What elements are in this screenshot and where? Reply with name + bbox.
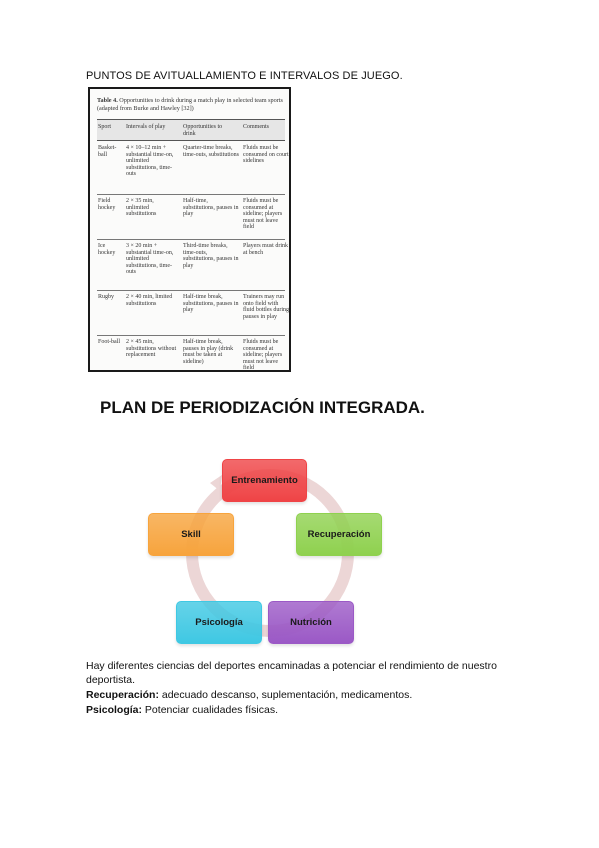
- col-header-sport: Sport: [98, 124, 112, 130]
- node-nutricion: Nutrición: [268, 601, 354, 644]
- table-cell-sport: Rugby: [98, 294, 115, 300]
- table-row-separator: [97, 290, 285, 291]
- node-recuperacion: Recuperación: [296, 513, 382, 556]
- col-header-opportunities: Opportunities to drink: [183, 124, 223, 137]
- table-header-rule: [97, 140, 285, 141]
- table-cell-sport: Foot-ball: [98, 339, 120, 345]
- table-caption-text: Opportunities to drink during a match play in selected team sports (adapted from Burke and Hawley [32]): [97, 97, 283, 112]
- recuperacion-label: Recuperación:: [86, 689, 159, 701]
- table-cell-opportunities: Quarter-time breaks, time-outs, substitutions: [183, 145, 240, 158]
- table-caption: [97, 97, 287, 112]
- table-cell-sport: Basket-ball: [98, 145, 117, 158]
- node-skill: Skill: [148, 513, 234, 556]
- table-cell-sport: Field hockey: [98, 198, 116, 211]
- recuperacion-text: adecuado descanso, suplementación, medicamentos.: [158, 689, 413, 701]
- table-cell-comments: Fluids must be consumed at sideline; players must not leave field: [243, 339, 283, 372]
- table-cell-comments: Fluids must be consumed at sideline; players must not leave field: [243, 198, 283, 231]
- table-cell-intervals: 2 × 45 min, substitutions without replacement: [126, 339, 177, 359]
- table-cell-opportunities: Half-time, substitutions, pauses in play: [183, 198, 239, 218]
- table-row-separator: [97, 194, 285, 195]
- psicologia-text: Potenciar cualidades físicas.: [142, 704, 279, 716]
- recuperacion-line: [86, 688, 506, 702]
- table-top-rule: [97, 119, 285, 120]
- table-cell-opportunities: Half-time break, substitutions, pauses in play: [183, 294, 239, 314]
- section-heading: PUNTOS DE AVITUALLAMIENTO E INTERVALOS DE JUEGO.: [86, 70, 403, 82]
- table-row-separator: [97, 335, 285, 336]
- psicologia-line: [86, 703, 506, 717]
- table-cell-intervals: 4 × 10–12 min + substantial time-on, unlimited substitutions, time-outs: [126, 145, 174, 178]
- intro-paragraph: Hay diferentes ciencias del deportes encaminadas a potenciar el rendimiento de nuestro deportista.: [86, 660, 497, 686]
- table-cell-opportunities: Third-time breaks, time-outs, substitutions, pauses in play: [183, 243, 239, 269]
- drink-opportunities-table: [88, 87, 291, 372]
- node-entrenamiento: Entrenamiento: [222, 459, 307, 502]
- table-cell-intervals: 2 × 35 min, unlimited substitutions: [126, 198, 157, 218]
- cycle-arrowhead: [210, 475, 222, 491]
- table-row-separator: [97, 239, 285, 240]
- table-cell-intervals: 2 × 40 min, limited substitutions: [126, 294, 173, 307]
- psicologia-label: Psicología:: [86, 704, 143, 716]
- periodization-cycle-diagram: [140, 455, 400, 650]
- table-cell-comments: Players must drink at bench: [243, 243, 288, 256]
- table-cell-comments: Fluids must be consumed on court sidelines: [243, 145, 289, 165]
- plan-heading: PLAN DE PERIODIZACIÓN INTEGRADA.: [100, 398, 425, 417]
- table-cell-intervals: 3 × 20 min + substantial time-on, unlimited substitutions, time-outs: [126, 243, 174, 276]
- table-caption-label: Table 4.: [97, 97, 118, 104]
- node-psicologia: Psicología: [176, 601, 262, 644]
- col-header-intervals: Intervals of play: [126, 124, 166, 130]
- table-cell-opportunities: Half-time break, pauses in play (drink must be taken at sideline): [183, 339, 234, 365]
- col-header-comments: Comments: [243, 124, 270, 130]
- table-cell-sport: Ice hockey: [98, 243, 116, 256]
- table-cell-comments: Trainers may run onto field with fluid bottles during pauses in play: [243, 294, 289, 320]
